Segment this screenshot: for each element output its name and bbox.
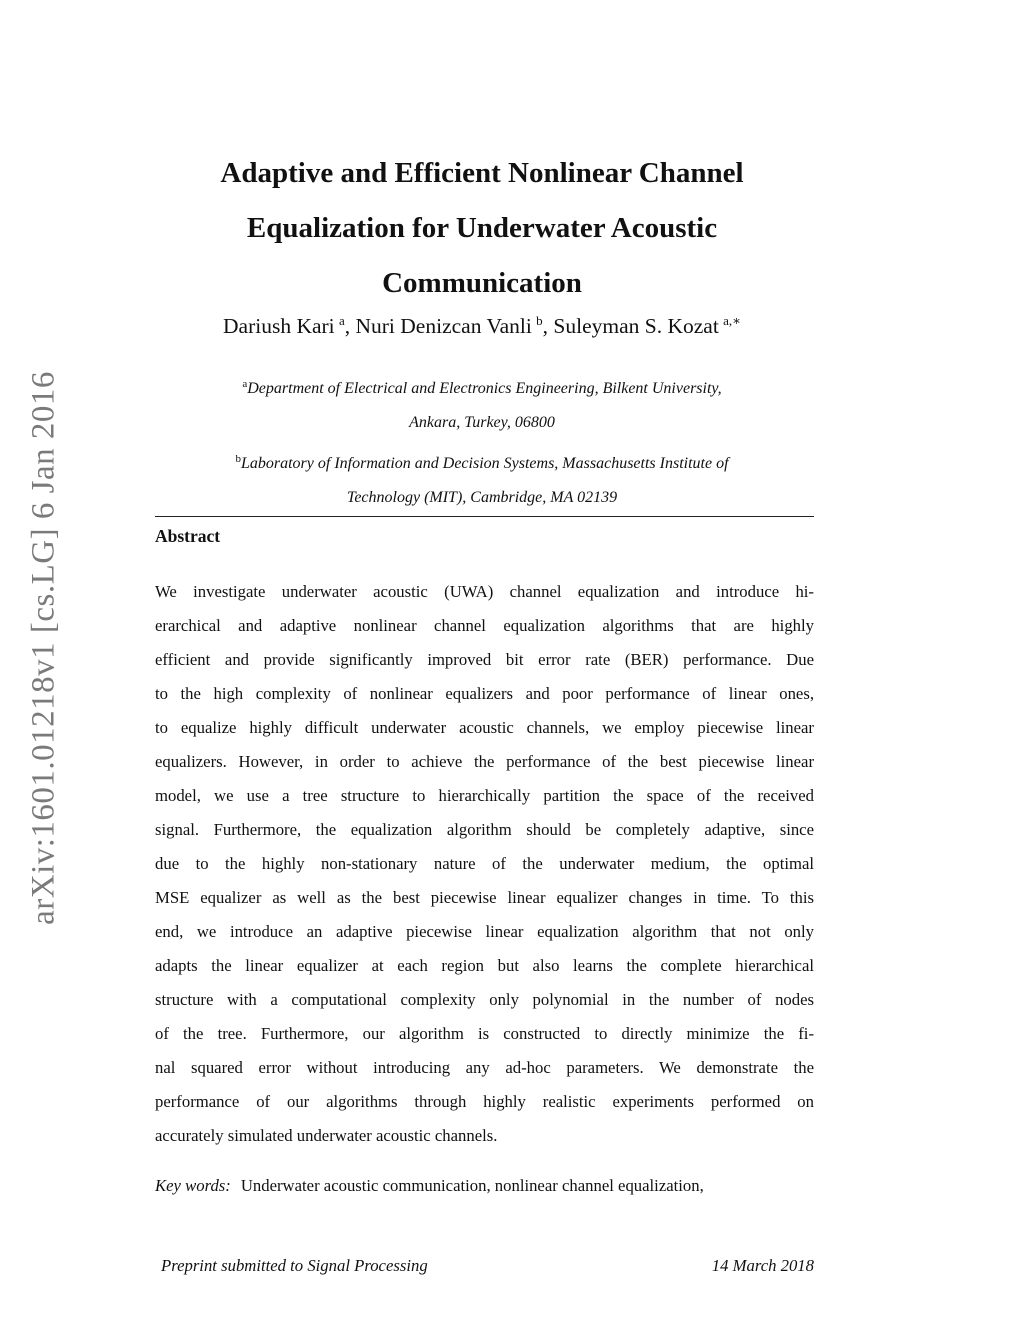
title-line: Communication xyxy=(382,267,582,299)
abstract-line: to equalize highly difficult underwater acoustic channels, we employ piecewise linear xyxy=(155,718,814,737)
author-name: Dariush Kari xyxy=(223,314,335,338)
author-list: Dariush Kari $^a$, Nuri Denizcan Vanli $^b$, Suleyman S. Kozat $^{a,∗}$ xyxy=(223,313,741,338)
affiliation-text: Technology (MIT), Cambridge, MA 02139 xyxy=(346,489,618,506)
abstract-body xyxy=(155,575,814,1153)
abstract-line: performance of our algorithms through highly realistic experiments performed on xyxy=(155,1092,814,1111)
author-name: Suleyman S. Kozat xyxy=(553,314,719,338)
abstract-line: nal squared error without introducing any ad-hoc parameters. We demonstrate the xyxy=(155,1058,814,1077)
abstract-heading: Abstract xyxy=(155,526,221,546)
abstract-line: model, we use a tree structure to hierarchically partition the space of the received xyxy=(155,786,814,805)
abstract-line: structure with a computational complexity only polynomial in the number of nodes xyxy=(155,990,814,1009)
abstract-line: MSE equalizer as well as the best piecewise linear equalizer changes in time. To this xyxy=(155,888,814,907)
abstract-line: end, we introduce an adaptive piecewise linear equalization algorithm that not only xyxy=(155,922,814,941)
abstract-line: adapts the linear equalizer at each region but also learns the complete hierarchical xyxy=(155,956,814,975)
author-affiliation-mark: a,∗ xyxy=(723,313,741,328)
abstract-line: due to the highly non-stationary nature of the underwater medium, the optimal xyxy=(155,854,814,873)
affiliation-mark: a xyxy=(242,378,248,390)
arxiv-identifier: arXiv:1601.01218v1 [cs.LG] 6 Jan 2016 xyxy=(25,371,62,925)
keywords-label: Key words: xyxy=(155,1176,231,1195)
affiliation-text: Department of Electrical and Electronics Engineering, Bilkent University, xyxy=(247,380,722,397)
title-line: Equalization for Underwater Acoustic xyxy=(246,212,718,244)
abstract-line: We investigate underwater acoustic (UWA) channel equalization and introduce hi- xyxy=(155,582,814,601)
abstract-line: signal. Furthermore, the equalization algorithm should be completely adaptive, since xyxy=(155,820,814,839)
title-line: Adaptive and Efficient Nonlinear Channel xyxy=(220,157,744,189)
keywords-text: Underwater acoustic communication, nonlinear channel equalization, xyxy=(240,1176,704,1195)
author-affiliation-mark: a xyxy=(338,313,345,328)
affiliation-a xyxy=(150,367,814,440)
footer-date: 14 March 2018 xyxy=(711,1256,814,1275)
affiliation-b xyxy=(150,442,814,515)
affiliation-mark: b xyxy=(235,453,241,465)
affiliation-text: Laboratory of Information and Decision Systems, Massachusetts Institute of xyxy=(240,455,729,472)
author-affiliation-mark: b xyxy=(536,313,543,328)
divider xyxy=(155,516,814,517)
abstract-line: equalizers. However, in order to achieve the performance of the best piecewise linear xyxy=(155,752,814,771)
keywords xyxy=(155,1176,704,1196)
abstract-line: to the high complexity of nonlinear equalizers and poor performance of linear ones, xyxy=(155,684,814,703)
author-name: Nuri Denizcan Vanli xyxy=(355,314,532,338)
abstract-line: accurately simulated underwater acoustic channels. xyxy=(155,1126,498,1145)
footer-journal: Preprint submitted to Signal Processing xyxy=(161,1256,428,1275)
abstract-line: efficient and provide significantly improved bit error rate (BER) performance. Due xyxy=(155,650,814,669)
paper-title xyxy=(150,146,814,311)
affiliation-text: Ankara, Turkey, 06800 xyxy=(409,414,555,431)
abstract-line: erarchical and adaptive nonlinear channel equalization algorithms that are highly xyxy=(155,616,814,635)
abstract-line: of the tree. Furthermore, our algorithm is constructed to directly minimize the fi- xyxy=(155,1024,814,1043)
